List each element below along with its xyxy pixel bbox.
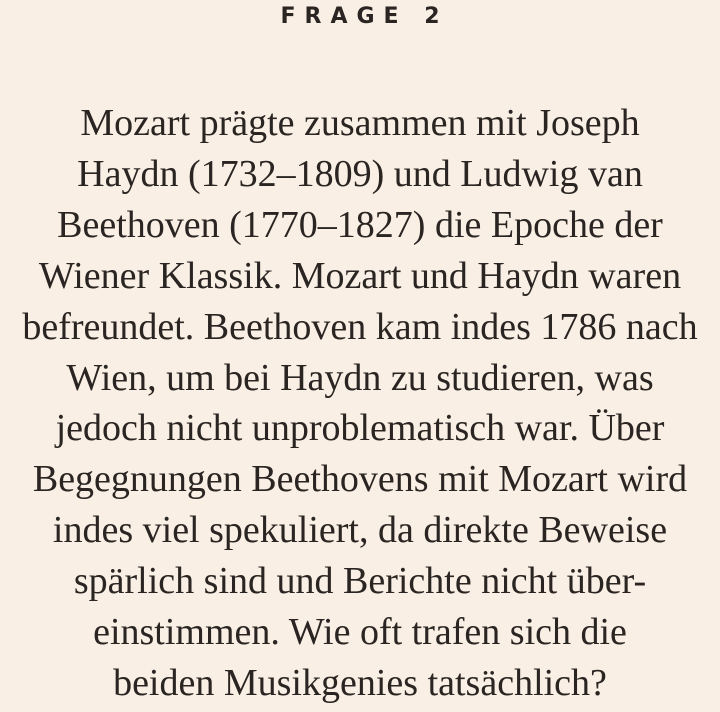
text-line: indes viel spekuliert, da direkte Beweise — [52, 509, 668, 552]
text-line: Wien, um bei Haydn zu studieren, was — [66, 356, 654, 399]
text-line: einstimmen. Wie oft trafen sich die — [93, 611, 627, 654]
text-line: Mozart prägte zusammen mit Joseph — [80, 102, 640, 144]
text-line: spärlich sind und Berichte nicht über- — [73, 560, 647, 603]
text-line: Begegnungen Beethovens mit Mozart wird — [32, 458, 688, 501]
text-line: Beethoven (1770–1827) die Epoche der — [57, 203, 663, 246]
text-line: Wiener Klassik. Mozart und Haydn waren — [38, 254, 682, 297]
text-line: beiden Musikgenies tatsächlich? — [113, 661, 607, 704]
text-line: jedoch nicht unproblematisch war. Über — [55, 407, 665, 450]
question-text — [0, 98, 720, 709]
question-heading: FRAGE 2 — [280, 4, 449, 29]
text-line: Haydn (1732–1809) und Ludwig van — [77, 152, 643, 195]
text-line: befreundet. Beethoven kam indes 1786 nach — [22, 305, 698, 348]
